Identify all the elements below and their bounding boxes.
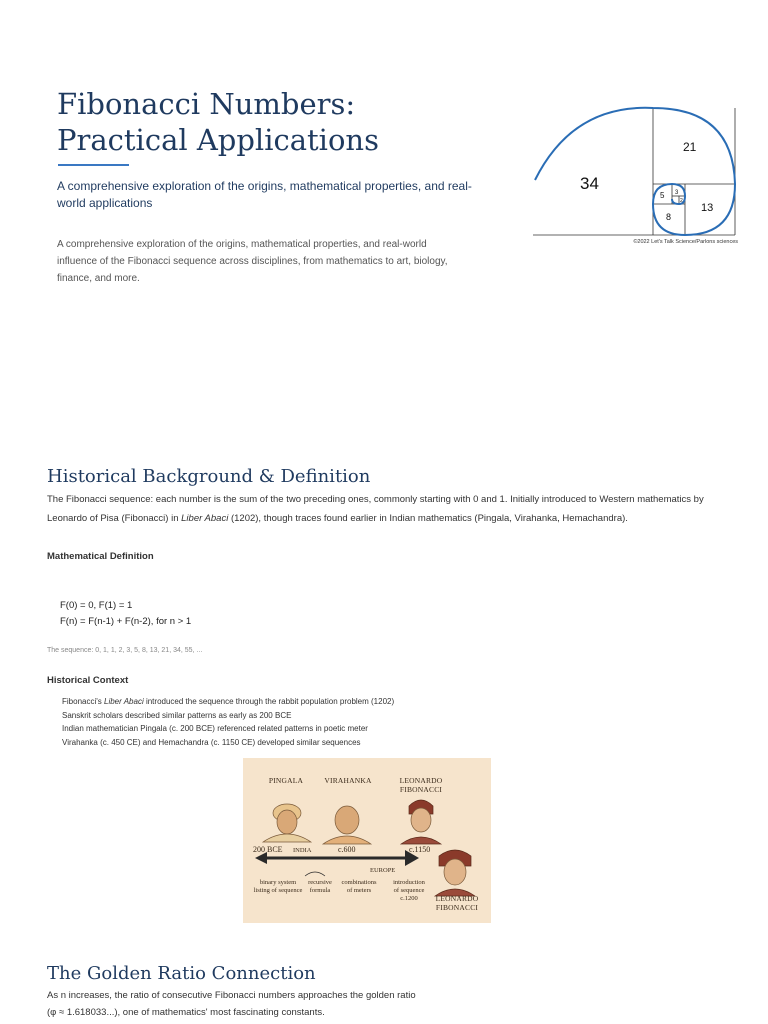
- illus-region-europe: EUROPE: [370, 867, 396, 874]
- leonardo-portrait-top: [401, 800, 441, 844]
- history-intro: The Fibonacci sequence: each number is the sum of the two preceding ones, commonly starting with 0 and 1. Initially introduced to Western mathematics by Leonardo of Pisa (Fibonacci) in Liber Abaci (1202), though traces found earlier in Indian mathematics (Pingala, Virahanka, Hemachandra).: [47, 494, 704, 524]
- historical-context-heading: Historical Context: [47, 675, 129, 686]
- formula-line: F(0) = 0, F(1) = 1: [60, 600, 133, 611]
- illus-region-india: INDIA: [293, 847, 312, 854]
- list-item: Indian mathematician Pingala (c. 200 BCE) referenced related patterns in poetic meter: [62, 724, 368, 734]
- fibonacci-formula: [60, 598, 191, 630]
- leonardo-portrait-bottom: [435, 850, 475, 896]
- formula-line: F(n) = F(n-1) + F(n-2), for n > 1: [60, 616, 192, 627]
- virahanka-portrait: [323, 806, 371, 844]
- spiral-label-13: 13: [701, 202, 714, 214]
- pingala-portrait: [263, 804, 311, 842]
- illus-note-binary: binary system listing of sequence: [253, 879, 303, 894]
- illus-name-virahanka: VIRAHANKA: [324, 776, 372, 785]
- illus-date-600: c.600: [338, 845, 356, 854]
- golden-ratio-text: As n increases, the ratio of consecutive Fibonacci numbers approaches the golden ratio (φ ≈ 1.618033...), one of mathematics' most fascinating constants.: [47, 990, 416, 1018]
- list-item: Virahanka (c. 450 CE) and Hemachandra (c. 1150 CE) developed similar sequences: [62, 738, 361, 748]
- illus-name-pingala: PINGALA: [268, 776, 304, 785]
- illus-name-leonardo-top: LEONARDO FIBONACCI: [399, 776, 443, 794]
- fibonacci-spiral-drawing: [533, 104, 738, 240]
- spiral-label-34: 34: [580, 174, 599, 193]
- illus-note-introduction: introduction of sequence c.1200: [393, 879, 425, 902]
- title-underline: [58, 164, 129, 166]
- spiral-label-2: 2: [680, 198, 683, 204]
- illus-date-200bce: 200 BCE: [253, 845, 283, 854]
- spiral-label-8: 8: [666, 212, 672, 222]
- spiral-label-3: 3: [675, 190, 679, 196]
- historical-context-list: [62, 695, 394, 750]
- mathematicians-timeline-illustration: [243, 758, 491, 923]
- spiral-label-21: 21: [683, 140, 697, 154]
- illus-note-combinations: combinations of meters: [341, 879, 377, 894]
- fibonacci-spiral-image: [533, 104, 738, 240]
- image-credit: ©2022 Let's Talk Science/Parlons sciences: [633, 239, 738, 245]
- list-item: Sanskrit scholars described similar patterns as early as 200 BCE: [62, 710, 292, 720]
- math-definition-heading: Mathematical Definition: [47, 551, 154, 562]
- illus-name-leonardo-bottom: LEONARDO FIBONACCI: [435, 894, 479, 912]
- spiral-label-5: 5: [660, 191, 665, 200]
- section-heading-history: Historical Background & Definition: [47, 466, 371, 487]
- illus-note-recursive: recursive formula: [308, 879, 332, 894]
- list-item: Fibonacci's Liber Abaci introduced the sequence through the rabbit population problem (1202): [62, 697, 395, 706]
- sequence-note: The sequence: 0, 1, 1, 2, 3, 5, 8, 13, 21, 34, 55, ...: [47, 647, 203, 654]
- section-heading-golden-ratio: The Golden Ratio Connection: [47, 963, 316, 984]
- page-title: Fibonacci Numbers: Practical Applications: [57, 87, 379, 157]
- illus-date-1150: c.1150: [409, 845, 431, 854]
- page-subtitle: A comprehensive exploration of the origins, mathematical properties, and real-world applications: [57, 179, 472, 210]
- page-description: A comprehensive exploration of the origins, mathematical properties, and real-world influence of the Fibonacci sequence across disciplines, from mathematics to art, biology, finance, and more.: [57, 239, 448, 284]
- golden-spiral-curve: [535, 108, 735, 235]
